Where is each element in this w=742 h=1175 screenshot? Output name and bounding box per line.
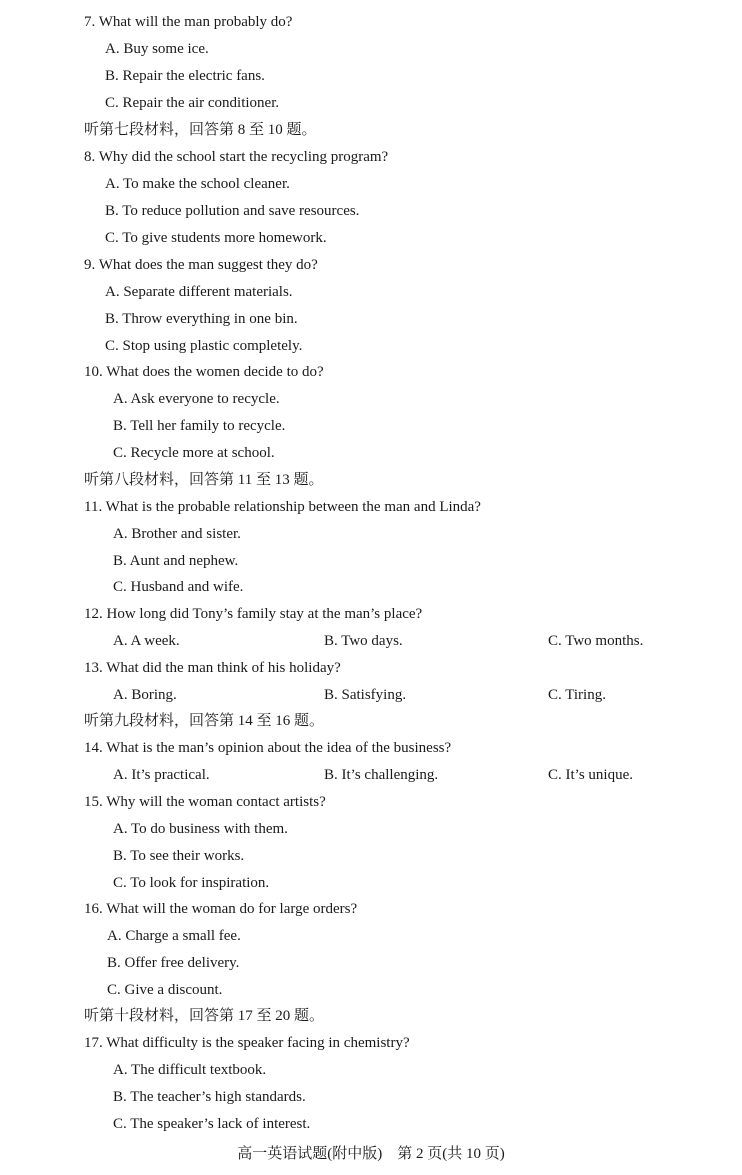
option-12b: B. Two days.: [324, 633, 403, 649]
option-13b: B. Satisfying.: [324, 687, 407, 703]
option-7c: C. Repair the air conditioner.: [105, 95, 280, 111]
option-16a: A. Charge a small fee.: [107, 928, 241, 944]
option-15c: C. To look for inspiration.: [113, 875, 270, 891]
option-16b: B. Offer free delivery.: [107, 955, 240, 971]
option-13c: C. Tiring.: [548, 687, 606, 703]
question-13: 13. What did the man think of his holiday?: [84, 660, 341, 676]
option-17a: A. The difficult textbook.: [113, 1062, 267, 1078]
section-heading-8: 听第八段材料，回答第 11 至 13 题。: [84, 472, 324, 488]
option-9a: A. Separate different materials.: [105, 284, 293, 300]
question-7: 7. What will the man probably do?: [84, 14, 293, 30]
option-11b: B. Aunt and nephew.: [113, 553, 239, 569]
option-15b: B. To see their works.: [113, 848, 245, 864]
option-8a: A. To make the school cleaner.: [105, 176, 290, 192]
question-17: 17. What difficulty is the speaker facing in chemistry?: [84, 1035, 410, 1051]
option-14b: B. It’s challenging.: [324, 767, 439, 783]
question-14: 14. What is the man’s opinion about the idea of the business?: [84, 740, 452, 756]
option-9c: C. Stop using plastic completely.: [105, 338, 303, 354]
option-15a: A. To do business with them.: [113, 821, 288, 837]
option-7a: A. Buy some ice.: [105, 41, 209, 57]
page-footer: 高一英语试题(附中版) 第 2 页(共 10 页): [237, 1146, 505, 1162]
question-12: 12. How long did Tony’s family stay at the man’s place?: [84, 606, 423, 622]
option-8c: C. To give students more homework.: [105, 230, 327, 246]
option-17b: B. The teacher’s high standards.: [113, 1089, 306, 1105]
option-11a: A. Brother and sister.: [113, 526, 241, 542]
option-11c: C. Husband and wife.: [113, 579, 244, 595]
option-8b: B. To reduce pollution and save resources.: [105, 203, 360, 219]
option-14c: C. It’s unique.: [548, 767, 633, 783]
question-15: 15. Why will the woman contact artists?: [84, 794, 326, 810]
option-7b: B. Repair the electric fans.: [105, 68, 265, 84]
option-17c: C. The speaker’s lack of interest.: [113, 1116, 311, 1132]
option-14a: A. It’s practical.: [113, 767, 210, 783]
question-9: 9. What does the man suggest they do?: [84, 257, 318, 273]
section-heading-7: 听第七段材料，回答第 8 至 10 题。: [84, 122, 317, 138]
question-11: 11. What is the probable relationship between the man and Linda?: [84, 499, 481, 515]
option-12c: C. Two months.: [548, 633, 644, 649]
option-13a: A. Boring.: [113, 687, 177, 703]
section-heading-10: 听第十段材料，回答第 17 至 20 题。: [84, 1008, 325, 1024]
section-heading-9: 听第九段材料，回答第 14 至 16 题。: [84, 713, 325, 729]
option-12a: A. A week.: [113, 633, 180, 649]
option-10c: C. Recycle more at school.: [113, 445, 275, 461]
option-10b: B. Tell her family to recycle.: [113, 418, 286, 434]
question-8: 8. Why did the school start the recycling program?: [84, 149, 389, 165]
option-16c: C. Give a discount.: [107, 982, 223, 998]
question-10: 10. What does the women decide to do?: [84, 364, 324, 380]
option-9b: B. Throw everything in one bin.: [105, 311, 298, 327]
option-10a: A. Ask everyone to recycle.: [113, 391, 280, 407]
question-16: 16. What will the woman do for large orders?: [84, 901, 358, 917]
